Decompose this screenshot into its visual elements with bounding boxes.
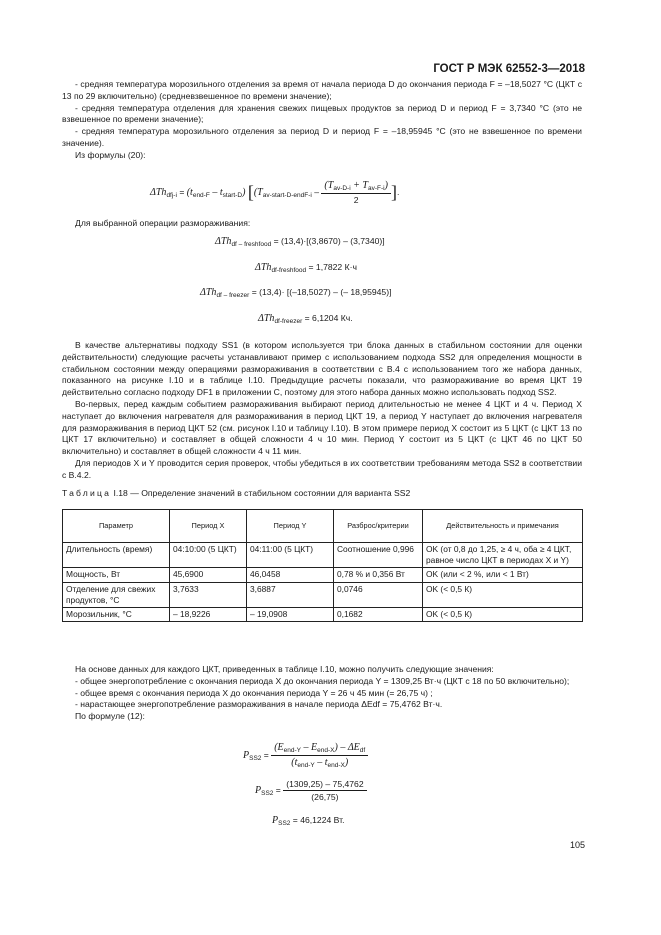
den-term: )	[344, 757, 349, 768]
table-cell: 3,6887	[247, 582, 334, 607]
formula-op: –	[311, 186, 322, 197]
table-cell: OK (или < 2 %, или < 1 Вт)	[423, 568, 583, 582]
formula-symbol: ΔTh	[150, 186, 167, 198]
table-cell: 04:10:00 (5 ЦКТ)	[170, 543, 247, 568]
formula-symbol: ΔTh	[215, 236, 232, 247]
formula-sub: df – freezer	[216, 292, 250, 299]
formula-sub: end-F	[192, 191, 210, 199]
table-cell: OK (от 0,8 до 1,25, ≥ 4 ч, оба ≥ 4 ЦКТ, равное число ЦКТ в периодах X и Y)	[423, 543, 583, 568]
denominator	[271, 756, 368, 769]
table-cell: Соотношение 0,996	[334, 543, 423, 568]
formula-symbol: P	[243, 749, 250, 761]
bracket-open-icon: [	[247, 182, 254, 202]
formula-symbol: ΔTh	[255, 262, 272, 273]
formula-freezer-1	[200, 287, 391, 299]
table-cell: Морозильник, °С	[63, 608, 170, 622]
table-cell: Отделение для свежих продуктов, °С	[63, 582, 170, 607]
formula-rhs: = 46,1224 Вт.	[292, 815, 345, 825]
table-cell: 0,0746	[334, 582, 423, 607]
table-header-row	[63, 510, 583, 543]
table-cell: 45,6900	[170, 568, 247, 582]
num-sub: av-F-i	[367, 185, 385, 192]
table-cell: Длительность (время)	[63, 543, 170, 568]
table-caption	[62, 488, 582, 500]
paragraph: - средняя температура отделения для хранения свежих пищевых продуктов за период D и период F = 3,7340 °С (это не взвешенное по времени значение);	[62, 102, 582, 125]
body-top	[62, 79, 582, 162]
num-term: ) – ΔE	[334, 742, 360, 753]
formula-term: (T	[253, 186, 263, 198]
formula-sub: start-D	[222, 191, 243, 199]
formula-ss2-substituted: $P_{SS2}$ = $\frac{(1309,25) - 75,4762}{(26,75)}$	[255, 779, 367, 802]
paragraph: Во-первых, перед каждым событием размораживания выбирают период длительностью не менее 4 ЦКТ и 4 ч. Период X наступает до включения нагревателя для размораживания в период ЦКТ 19, а период Y наступает до включения нагревателя для размораживания в период ЦКТ 52 (см. рисунок I.10 и таблицу I.10). В этом примере период X состоит из 5 ЦКТ (с ЦКТ 13 по ЦКТ 17 включительно) и составляет в общей сложности 4 ч 10 мин. Период Y состоит из 5 ЦКТ (с ЦКТ 46 по ЦКТ 50 включительно) и составляет в общей сложности 4 ч 11 мин.	[62, 398, 582, 457]
den-sub: end-X	[327, 762, 345, 769]
table-cell: 3,7633	[170, 582, 247, 607]
col-header: Разброс/критерии	[334, 510, 423, 543]
table-cell: OK (< 0,5 К)	[423, 608, 583, 622]
paragraph: - нарастающее энергопотребление размораживания в начале периода ΔEdf = 75,4762 Вт·ч.	[75, 699, 443, 710]
caption-text: I.18 — Определение значений в стабильном состоянии для варианта SS2	[111, 487, 411, 498]
formula-sub: SS2	[261, 789, 274, 797]
denominator: (26,75)	[311, 792, 339, 802]
formula-rhs: = (13,4)· [(–18,5027) – (– 18,95945)]	[251, 287, 392, 297]
table-row	[63, 543, 583, 568]
paragraph: На основе данных для каждого ЦКТ, приведенных в таблице I.10, можно получить следующие значения:	[75, 664, 494, 674]
table-cell: Мощность, Вт	[63, 568, 170, 582]
numerator	[271, 742, 368, 756]
formula-rhs: = (13,4)·[(3,8670) – (3,7340)]	[273, 236, 385, 246]
num-term: + T	[350, 180, 368, 191]
col-header: Период X	[170, 510, 247, 543]
paragraph: Из формулы (20):	[75, 149, 146, 160]
formula-symbol: P	[255, 784, 262, 796]
paragraph: Для периодов X и Y проводится серия проверок, чтобы убедиться в их соответствии требованиям метода SS2 в соответствии с В.4.2.	[62, 457, 582, 480]
table-cell: 0,1682	[334, 608, 423, 622]
paragraph: - средняя температура морозильного отделения за время от начала периода D до окончания периода F = –18,5027 °С (ЦКТ с 13 по 29 включительно) (средневзвешенное по времени значение);	[62, 79, 582, 101]
num-term: – E	[301, 742, 318, 753]
den-term: – t	[314, 757, 328, 768]
num-sub: end-X	[317, 747, 335, 754]
num-term: (E	[274, 742, 284, 753]
formula-symbol: ΔTh	[258, 313, 275, 324]
data-table	[62, 509, 583, 622]
formula-20: $\Delta Th_{dfj-i} = (t_{end-F} - t_{start-D})$ [($T_{av-start-D-endF-i}$ – $\frac{(T_{av-D-i} + T_{av-F-i})}{2}$ ].	[150, 180, 400, 205]
table-cell: OK (< 0,5 К)	[423, 582, 583, 607]
document-header: ГОСТ Р МЭК 62552-3—2018	[433, 63, 585, 75]
numerator: (1309,25) – 75,4762	[283, 779, 366, 791]
numerator	[321, 180, 391, 194]
formula-freshfood-1	[215, 236, 385, 248]
num-term: )	[384, 180, 388, 191]
denominator: 2	[353, 195, 359, 205]
table-row	[63, 582, 583, 607]
body-bottom	[62, 664, 582, 723]
formula-term: – t	[209, 186, 223, 198]
paragraph: - общее энергопотребление с окончания периода X до окончания периода Y = 1309,25 Вт·ч (ЦКТ с 18 по 50 включительно);	[75, 675, 570, 686]
bracket-close-icon: ]	[390, 182, 397, 202]
formula-eq: =	[179, 186, 187, 197]
formula-term: )	[242, 186, 246, 198]
formula-freshfood-2	[255, 262, 357, 274]
formula-sub: SS2	[249, 754, 262, 762]
formula-sub: df-freshfood	[271, 267, 307, 274]
formula-ss2-general: $P_{SS2}$ = $\frac{(E_{end-Y} - E_{end-X}) - \Delta E_{df}}{(t_{end-Y} - t_{end-X})}$	[243, 742, 368, 769]
formula-sub: av-start-D-endF-i	[262, 191, 312, 199]
num-term: (T	[324, 180, 334, 191]
table-cell: 46,0458	[247, 568, 334, 582]
formula-symbol: P	[272, 815, 279, 826]
den-sub: end-Y	[297, 762, 315, 769]
table-cell: – 18,9226	[170, 608, 247, 622]
formula-sub: dfj-i	[166, 191, 177, 199]
formula-freezer-2	[258, 313, 353, 325]
paragraph: В качестве альтернативы подходу SS1 (в котором используется три блока данных в стабильном состоянии для оценки действительности) следующие расчеты устанавливают пример с использованием подхода SS2 для определения мощности в стабильном состоянии между операциями размораживания в соответствии с В.4 с использованием того же набора данных, показанного на рисунке I.10 и в таблице I.10. Предыдущие расчеты показали, что размораживание во время ЦКТ 19 действительно согласно подходу DF1 в приложении C, поэтому для этого набора данных можно использовать подход SS2.	[62, 340, 582, 398]
col-header: Период Y	[247, 510, 334, 543]
col-header: Параметр	[63, 510, 170, 543]
table-cell: – 19,0908	[247, 608, 334, 622]
paragraph: По формуле (12):	[75, 711, 145, 722]
paragraph: - средняя температура морозильного отделения за период D и период F = –18,95945 °С (это не взвешенное по времени значение).	[62, 126, 582, 148]
fraction	[271, 742, 368, 769]
formula-sub: df – freshfood	[231, 241, 272, 248]
num-sub: end-Y	[283, 747, 302, 754]
formula-sub: SS2	[278, 820, 291, 827]
calc-intro	[62, 218, 582, 230]
formula-rhs: = 1,7822 К·ч	[308, 262, 357, 272]
page-number: 105	[569, 840, 585, 850]
table-cell: 04:11:00 (5 ЦКТ)	[247, 543, 334, 568]
body-mid	[62, 340, 582, 499]
formula-sub: df-freezer	[274, 318, 303, 325]
col-header: Действительность и примечания	[423, 510, 583, 543]
paragraph: - общее время с окончания периода X до окончания периода Y = 26 ч 45 мин (= 26,75 ч) ;	[75, 687, 433, 698]
formula-symbol: ΔTh	[200, 287, 217, 298]
num-sub: av-D-i	[333, 185, 351, 192]
table-row	[63, 568, 583, 582]
formula-term: (t	[186, 186, 193, 198]
table-row	[63, 608, 583, 622]
formula-rhs: = 6,1204 Кч.	[304, 313, 353, 323]
den-term: (t	[291, 757, 298, 768]
table-cell: 0,78 % и 0,356 Вт	[334, 568, 423, 582]
fraction	[321, 180, 391, 205]
paragraph: Для выбранной операции размораживания:	[75, 218, 251, 228]
caption-label: Таблица	[62, 487, 112, 498]
formula-ss2-result	[272, 815, 344, 827]
fraction	[283, 779, 366, 802]
num-sub: df	[359, 747, 366, 754]
